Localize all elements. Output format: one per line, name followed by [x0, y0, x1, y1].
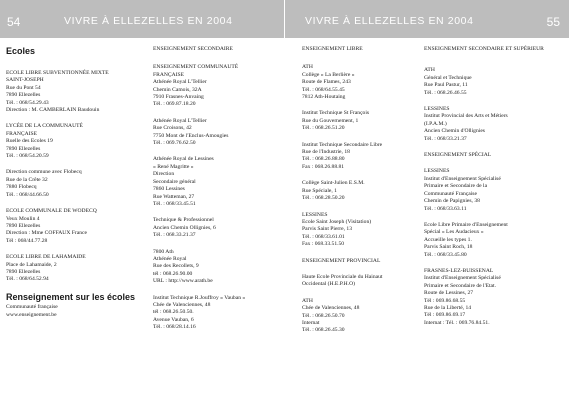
entry-line: Haute Ecole Provinciale du Hainaut	[302, 273, 383, 280]
page-number-left: 54	[7, 15, 21, 29]
entry-line: Ancien Chemin Ollignies, 6	[153, 224, 216, 231]
entry-line: Ecole Saint Joseph (Visitation)	[302, 218, 372, 225]
entry-line: tél : 068.26.50.50.	[153, 309, 194, 316]
listing-entry	[6, 254, 142, 284]
entry-line: URL : http://www.arath.be	[153, 278, 213, 285]
entry-line: ENSEIGNEMENT PROVINCIAL	[302, 257, 381, 264]
entry-line: Occidental (H.E.P.H.O)	[302, 281, 355, 288]
entry-line: Fax : 068.33.51.50	[302, 241, 345, 248]
entry-line: Collège « La Berlière »	[302, 71, 355, 78]
listing-entry	[6, 169, 142, 199]
entry-line: Tél. : 068/64.55.45	[302, 86, 345, 93]
entry-line: Veux Moulin 4	[6, 215, 40, 222]
entry-line: FRANÇAISE	[153, 71, 185, 78]
entry-line: Route de Flames, 243	[302, 79, 351, 86]
entry-line: FRASNES-LEZ-BUISSENAL	[424, 267, 494, 274]
entry-line: (I.P.A.M.)	[424, 120, 447, 127]
entry-line: Primaire et Secondaire de l'Etat.	[424, 282, 496, 289]
entry-line: LESSINES	[302, 211, 328, 218]
entry-line: Rue de l'Industrie, 18	[302, 149, 350, 156]
entry-line: ECOLE COMMUNALE DE WODECQ	[6, 208, 97, 215]
entry-line: 7800 Ath	[153, 248, 174, 255]
entry-line: Tél. : 068.26.51.20	[302, 125, 345, 132]
entry-line: 7860 Lessines	[153, 186, 185, 193]
entry-line: Institut Technique Secondaire Libre	[302, 141, 383, 148]
listing-entry	[6, 70, 142, 114]
entry-line: LYCÉE DE LA COMMUNAUTÉ	[6, 123, 83, 130]
header-band-left	[0, 0, 284, 38]
entry-line: ATH	[302, 64, 313, 71]
entry-line: Tél. : 068/33.45.51	[153, 200, 196, 207]
listing-entry	[153, 118, 283, 148]
entry-line: Tél. : 068.28.50.20	[302, 195, 345, 202]
entry-line: Chemin Camois, 32A	[153, 86, 202, 93]
entry-line: FRANÇAISE	[6, 130, 38, 137]
entry-line: « René Magritte »	[153, 163, 194, 170]
entry-line: ATH	[424, 67, 435, 74]
entry-line: Avenue Vauban, 6	[153, 316, 194, 323]
listing-entry	[153, 217, 283, 239]
page-number-right: 55	[546, 15, 560, 29]
entry-line: Tél. : 068/54.29.43	[6, 99, 49, 106]
listing-entry	[424, 106, 564, 143]
text-line: Communauté française	[6, 304, 58, 311]
listing-entry	[424, 268, 564, 327]
entry-line: Tél. : 068/28.14.16	[153, 324, 196, 331]
entry-line: Tél. : 068.33.21.37	[153, 232, 196, 239]
entry-line: Chemin de Papignies, 38	[424, 198, 480, 205]
column-secondary	[153, 46, 283, 341]
entry-line: Technique & Professionnel	[153, 217, 214, 224]
entry-line: Internat : Tél. : 069.76.84.51.	[424, 319, 490, 326]
entry-line: Tél. : 068/33.63.11	[424, 205, 467, 212]
entry-line: Tél. : 068/64.52.94	[6, 276, 49, 283]
listing-entry	[153, 295, 283, 332]
entry-line: Place de Lahamaide, 2	[6, 261, 57, 268]
entry-line: Général et Technique	[424, 74, 472, 81]
entry-line: Fax : 068.26.88.81	[302, 163, 345, 170]
listing-entry	[153, 64, 283, 108]
entry-line: Parvis Saint Pierre, 13	[302, 226, 353, 233]
listing-entry	[302, 274, 414, 289]
entry-line: Tél : 069.86.69.17	[424, 312, 466, 319]
listing-entry	[302, 212, 414, 249]
column-higher-education	[424, 46, 564, 336]
entry-line: 7890 Ellezelles	[6, 145, 41, 152]
entry-line: Tél. : 068.26.50.70	[302, 312, 345, 319]
entry-line: Primaire et Secondaire de la	[424, 183, 488, 190]
entry-line: Direction : M. CAMBERLAIN Baudouin	[6, 107, 100, 114]
entry-line: Tél. : 068/33.61.01	[302, 233, 345, 240]
entry-line: Direction : Mme COFFAUX France	[6, 230, 87, 237]
entry-line: Tél. : 069.76.62.50	[153, 140, 196, 147]
entry-line: Tél. : 068.26.46.55	[424, 89, 467, 96]
entry-line: Chée de Valenciennes, 48	[153, 301, 211, 308]
column-heading: ENSEIGNEMENT SECONDAIRE	[153, 46, 233, 52]
entry-line: 7910 Frasnes-Anvaing	[153, 94, 204, 101]
entry-line: Rue du Gouvernement, 1	[302, 117, 359, 124]
entry-line: Tél. : 068/44.66.50	[6, 191, 49, 198]
column-heading: ENSEIGNEMENT LIBRE	[302, 46, 363, 52]
entry-line: Tél. : 068.26.88.80	[302, 156, 345, 163]
entry-line: Parvis Saint Roch, 18	[424, 244, 473, 251]
column-heading: ENSEIGNEMENT SECONDAIRE ET SUPÉRIEUR	[424, 46, 544, 52]
entry-line: tél : 068.26.90.00	[153, 270, 193, 277]
entry-line: Rue de la Liberté, 14	[424, 304, 472, 311]
entry-line: Collège Saint-Julien E.S.M.	[302, 180, 365, 187]
entry-line: Spécial « Les Audacieux »	[424, 229, 484, 236]
entry-line: ECOLE LIBRE DE LAHAMAIDE	[6, 254, 86, 261]
entry-line: Tél : 069.86.68.55	[424, 297, 466, 304]
subsection-lines	[6, 304, 142, 319]
entry-line: ECOLE LIBRE SUBVENTIONNÉE MIXTE	[6, 70, 109, 76]
entry-line: Direction commune avec Flobecq	[6, 169, 82, 176]
entry-line: Rue Croisons, 42	[153, 125, 192, 132]
entry-line: Athénée Royal de Lessines	[153, 156, 214, 163]
entry-line: LESSINES	[424, 106, 450, 113]
entry-line: Institut Provincial des Arts et Métiers	[424, 113, 508, 120]
column-heading: Ecoles	[6, 46, 36, 56]
entry-line: Route de Lessines, 27	[424, 290, 474, 297]
entry-line: Ruelle des Ecoles 19	[6, 138, 53, 145]
entry-line: 7812 Ath-Houtaing	[302, 94, 346, 101]
entry-line: Tél. : 068/54.20.59	[6, 153, 49, 160]
entry-line: ENSEIGNEMENT SPÉCIAL	[424, 152, 492, 159]
entry-line: SAINT-JOSEPH	[6, 77, 44, 84]
entry-line: 7890 Ellezelles	[6, 268, 41, 275]
column-schools	[6, 46, 142, 319]
entry-line: Accueille les types 1.	[424, 236, 472, 243]
listing-entry	[302, 110, 414, 132]
entry-line: Secondaire général	[153, 178, 196, 185]
listing-entry	[302, 258, 414, 265]
entry-line: Communauté Française	[424, 190, 477, 197]
listing-entry	[424, 152, 564, 159]
column-free-education	[302, 46, 414, 344]
entry-line: Rue Spéciale, 1	[302, 187, 337, 194]
listing-entry	[6, 123, 142, 160]
entry-line: Ecole Libre Primaire d'Enseignement	[424, 221, 508, 228]
entry-line: 7890 Ellezelles	[6, 222, 41, 229]
entry-line: Tél. : 068/33.21.37	[424, 135, 467, 142]
entry-line: Rue des Recollets, 9	[153, 263, 199, 270]
entry-line: Internat	[302, 319, 320, 326]
entry-line: 7890 Ellezelles	[6, 92, 41, 99]
entry-line: Institut d'Enseignement Spécialisé	[424, 275, 501, 282]
website-link[interactable]: www.enseignement.be	[6, 311, 57, 318]
entry-line: Institut Technique St François	[302, 110, 370, 117]
header-band-right	[285, 0, 569, 38]
entry-line: LESSINES	[424, 168, 450, 175]
page-title-left: VIVRE À ELLEZELLES EN 2004	[64, 15, 233, 27]
entry-line: 7750 Mont de l'Enclus-Amougies	[153, 132, 229, 139]
entry-line: Athénée Royal L'Tellier	[153, 117, 207, 124]
listing-entry	[6, 208, 142, 245]
entry-line: Chée de Valenciennes, 48	[302, 305, 360, 312]
entry-line: Tél. : 068/33.45.80	[424, 251, 467, 258]
listing-entry	[302, 298, 414, 335]
entry-line: ATH	[302, 297, 313, 304]
entry-line: Athénée Royal	[153, 255, 187, 262]
listing-entry	[302, 180, 414, 202]
entry-line: Direction	[153, 171, 175, 178]
listing-entry	[153, 156, 283, 208]
entry-line: Rue Paul Pastur, 11	[424, 82, 468, 89]
entry-line: Tél. : 068.26.45.30	[302, 327, 345, 334]
entry-line: Ancien Chemin d'Ollignies	[424, 128, 485, 135]
entry-line: Rue de la Crête 32	[6, 176, 48, 183]
entry-line: Athénée Royal L'Tellier	[153, 79, 207, 86]
entry-line: Rue Watteman, 27	[153, 193, 195, 200]
entry-line: 7880 Flobecq	[6, 184, 37, 191]
listing-entry	[302, 64, 414, 101]
listing-entry	[424, 67, 564, 97]
entry-line: Tél : 068/44.77.28	[6, 237, 48, 244]
page-title-right: VIVRE À ELLEZELLES EN 2004	[305, 15, 474, 27]
subsection-heading: Renseignement sur les écoles	[6, 291, 136, 302]
entry-line: ENSEIGNEMENT COMMUNAUTÉ	[153, 64, 239, 71]
entry-line: Tél. : 069.87.18.20	[153, 101, 196, 108]
entry-line: Institut Technique R.Jouffroy « Vauban »	[153, 294, 246, 301]
listing-entry	[424, 222, 564, 259]
entry-line: Institut d'Enseignement Spécialisé	[424, 175, 501, 182]
listing-entry	[302, 142, 414, 172]
entry-line: Rue du Pont 54	[6, 84, 41, 91]
listing-entry	[424, 168, 564, 212]
listing-entry	[153, 249, 283, 286]
